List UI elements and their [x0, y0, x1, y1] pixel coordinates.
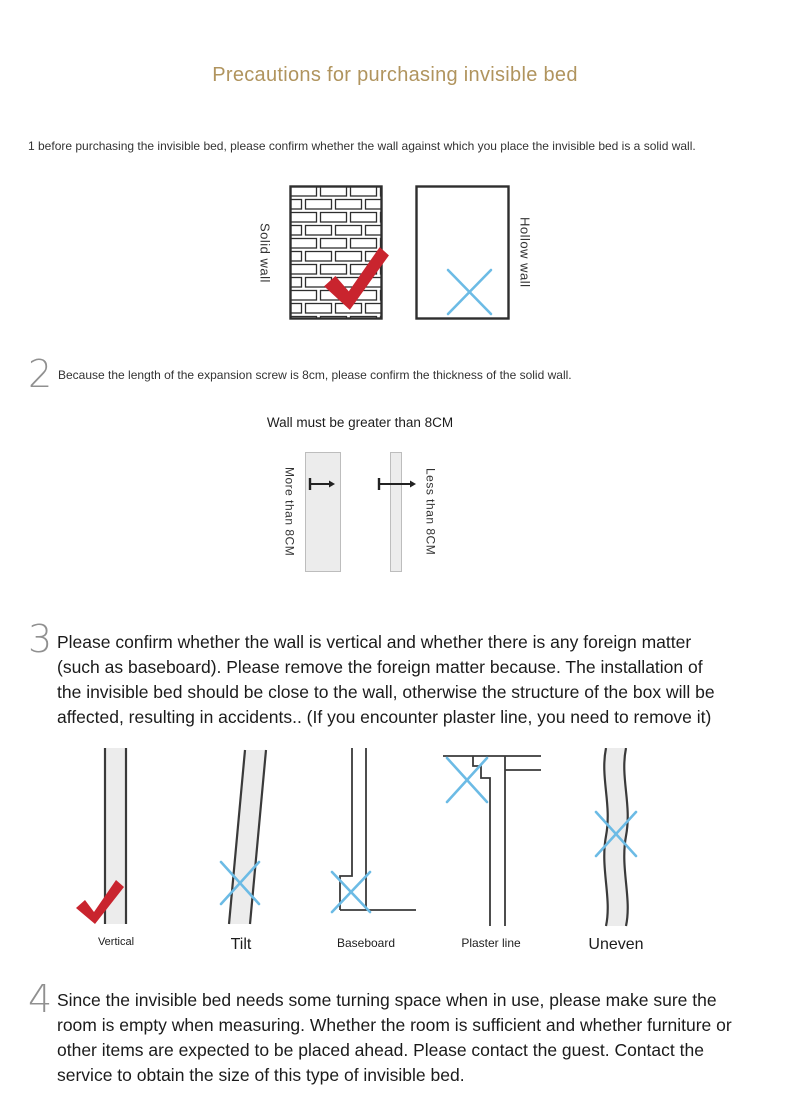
wall-type-diagram [0, 185, 790, 320]
hollow-wall-graphic [415, 185, 510, 320]
cross-icon [447, 758, 487, 802]
section-4-number: 4 [28, 977, 53, 1021]
wall-condition-diagram [60, 748, 672, 954]
section-2-text: Because the length of the expansion screw is 8cm, please confirm the thickness of the solid wall. [58, 368, 572, 382]
baseboard-label: Baseboard [336, 936, 396, 950]
vertical-wall-graphic [60, 748, 172, 930]
hollow-wall-label: Hollow wall [517, 217, 533, 288]
thick-wall-graphic [305, 452, 341, 572]
section-2-number: 2 [28, 352, 53, 396]
wall-thickness-diagram [0, 452, 720, 572]
thin-wall-graphic [375, 452, 419, 572]
section-3-text: Please confirm whether the wall is vertical and whether there is any foreign matter (such as baseboard). Please remove the foreign matter because. The installation of the invisible bed should be close to the wall, otherwise the structure of the box will be affected, resulting in accidents.. (If you encounter plaster line, you need to remove it) [57, 632, 715, 728]
solid-wall-figure [289, 185, 383, 320]
uneven-wall-graphic [560, 748, 672, 930]
tilt-label: Tilt [230, 936, 252, 953]
tilt-wall-graphic [185, 748, 297, 930]
wall-condition-vertical [60, 748, 172, 954]
section-3-number: 3 [28, 617, 53, 661]
check-icon [321, 243, 391, 313]
section-1-text: 1 before purchasing the invisible bed, please confirm whether the wall against which you place the invisible bed is a solid wall. [28, 139, 696, 153]
wall-condition-tilt [185, 748, 297, 954]
less-than-8cm-label: Less than 8CM [423, 468, 438, 556]
wall-condition-uneven [560, 748, 672, 954]
wall-condition-plaster-line [435, 748, 547, 954]
wall-thickness-caption: Wall must be greater than 8CM [266, 415, 454, 430]
cross-icon [332, 872, 370, 912]
plaster-line-wall-graphic [435, 748, 547, 930]
uneven-label: Uneven [588, 936, 644, 953]
wall-condition-baseboard [310, 748, 422, 954]
solid-wall-label: Solid wall [257, 222, 273, 283]
more-than-8cm-label: More than 8CM [282, 467, 297, 557]
page-title: Precautions for purchasing invisible bed [212, 64, 578, 86]
vertical-label: Vertical [97, 936, 135, 948]
baseboard-wall-graphic [310, 748, 422, 930]
section-4-text: Since the invisible bed needs some turning space when in use, please make sure the room is empty when measuring. Whether the room is sufficient and whether furniture or other items are expected to be placed ahead. Please contact the guest. Contact the service to obtain the size of this type of invisible bed. [57, 990, 732, 1086]
plaster-line-label: Plaster line [461, 936, 521, 950]
